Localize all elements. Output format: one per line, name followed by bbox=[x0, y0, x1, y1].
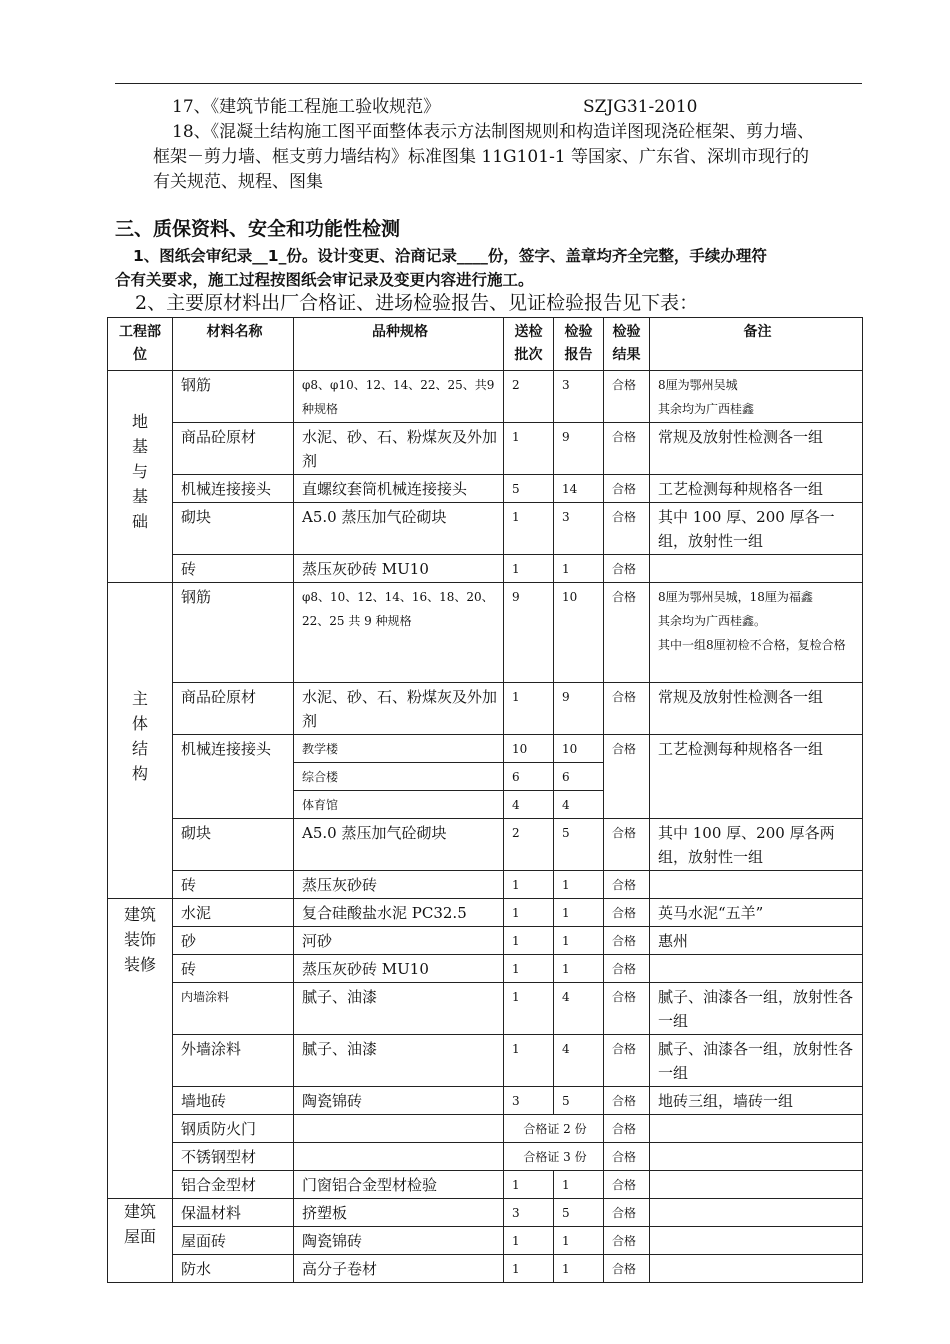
reports-cell: 5 bbox=[554, 1087, 604, 1115]
result-cell: 合格 bbox=[604, 955, 650, 983]
table-row bbox=[108, 983, 863, 1035]
spec-cell: φ8、φ10、12、14、22、25、共9种规格 bbox=[294, 371, 504, 423]
batches-cell: 1 bbox=[504, 1255, 554, 1283]
result-cell: 合格 bbox=[604, 683, 650, 735]
batches-cell: 4 bbox=[504, 791, 554, 819]
batches-cell: 6 bbox=[504, 763, 554, 791]
material-cell: 水泥 bbox=[173, 899, 294, 927]
table-row bbox=[108, 423, 863, 475]
spec-cell: 蒸压灰砂砖 MU10 bbox=[294, 555, 504, 583]
batches-cell: 1 bbox=[504, 555, 554, 583]
spec-cell: 体育馆 bbox=[294, 791, 504, 819]
remarks-cell: 8厘为鄂州吴城，18厘为福鑫 其余均为广西桂鑫。 其中一组8厘初检不合格，复检合格 bbox=[650, 583, 863, 683]
batches-cell: 10 bbox=[504, 735, 554, 763]
table-row bbox=[108, 1227, 863, 1255]
part-decoration: 建筑装饰装修 bbox=[123, 905, 156, 974]
remarks-cell: 地砖三组，墙砖一组 bbox=[650, 1087, 863, 1115]
ref-17: 17、《建筑节能工程施工验收规范》 bbox=[172, 97, 441, 117]
result-cell: 合格 bbox=[604, 503, 650, 555]
table-row bbox=[108, 955, 863, 983]
remarks-cell bbox=[650, 955, 863, 983]
remarks-cell: 惠州 bbox=[650, 927, 863, 955]
spec-cell: 复合硅酸盐水泥 PC32.5 bbox=[294, 899, 504, 927]
spec-cell: 蒸压灰砂砖 bbox=[294, 871, 504, 899]
part-main: 主体结构 bbox=[131, 689, 148, 783]
spec-cell bbox=[294, 1115, 504, 1143]
part-foundation: 地基与基础 bbox=[131, 412, 148, 531]
cert-cell: 合格证 3 份 bbox=[504, 1143, 604, 1171]
remarks-cell bbox=[650, 1171, 863, 1199]
material-cell: 砂 bbox=[173, 927, 294, 955]
table-row bbox=[108, 371, 863, 423]
remarks-cell bbox=[650, 871, 863, 899]
spec-cell: A5.0 蒸压加气砼砌块 bbox=[294, 819, 504, 871]
spec-cell: A5.0 蒸压加气砼砌块 bbox=[294, 503, 504, 555]
material-cell: 商品砼原材 bbox=[173, 683, 294, 735]
reports-cell: 9 bbox=[554, 423, 604, 475]
material-cell: 钢筋 bbox=[173, 583, 294, 683]
batches-cell: 1 bbox=[504, 983, 554, 1035]
header-part: 工程部 位 bbox=[108, 318, 173, 371]
material-cell: 内墙涂料 bbox=[173, 983, 294, 1035]
batches-cell: 9 bbox=[504, 583, 554, 683]
reports-cell: 3 bbox=[554, 371, 604, 423]
result-cell: 合格 bbox=[604, 1227, 650, 1255]
ref-18-line1: 18、《混凝土结构施工图平面整体表示方法制图规则和构造详图现浇砼框架、剪力墙、 bbox=[172, 122, 815, 142]
reports-cell: 4 bbox=[554, 791, 604, 819]
remarks-cell: 常规及放射性检测各一组 bbox=[650, 423, 863, 475]
material-cell: 钢筋 bbox=[173, 371, 294, 423]
batches-cell: 1 bbox=[504, 871, 554, 899]
batches-cell: 1 bbox=[504, 955, 554, 983]
result-cell: 合格 bbox=[604, 371, 650, 423]
reports-cell: 4 bbox=[554, 983, 604, 1035]
material-cell: 砖 bbox=[173, 555, 294, 583]
table-row bbox=[108, 555, 863, 583]
table-row bbox=[108, 503, 863, 555]
table-row bbox=[108, 683, 863, 735]
spec-cell: φ8、10、12、14、16、18、20、22、25 共 9 种规格 bbox=[294, 583, 504, 683]
spec-cell: 水泥、砂、石、粉煤灰及外加剂 bbox=[294, 683, 504, 735]
reports-cell: 14 bbox=[554, 475, 604, 503]
spec-cell bbox=[294, 1143, 504, 1171]
material-cell: 砖 bbox=[173, 955, 294, 983]
remarks-cell: 其中 100 厚、200 厚各两组，放射性一组 bbox=[650, 819, 863, 871]
result-cell: 合格 bbox=[604, 475, 650, 503]
remarks-cell: 工艺检测每种规格各一组 bbox=[650, 735, 863, 819]
reports-cell: 1 bbox=[554, 1171, 604, 1199]
table-row bbox=[108, 1199, 863, 1227]
remarks-cell bbox=[650, 555, 863, 583]
spec-cell: 教学楼 bbox=[294, 735, 504, 763]
material-cell: 防水 bbox=[173, 1255, 294, 1283]
result-cell: 合格 bbox=[604, 819, 650, 871]
table-row bbox=[108, 475, 863, 503]
material-cell: 钢质防火门 bbox=[173, 1115, 294, 1143]
batches-cell: 1 bbox=[504, 899, 554, 927]
table-row bbox=[108, 1255, 863, 1283]
result-cell: 合格 bbox=[604, 1087, 650, 1115]
result-cell: 合格 bbox=[604, 983, 650, 1035]
reports-cell: 1 bbox=[554, 927, 604, 955]
batches-cell: 3 bbox=[504, 1199, 554, 1227]
batches-cell: 2 bbox=[504, 819, 554, 871]
material-cell: 保温材料 bbox=[173, 1199, 294, 1227]
spec-cell: 陶瓷锦砖 bbox=[294, 1227, 504, 1255]
reports-cell: 1 bbox=[554, 1255, 604, 1283]
header-batches: 送检批次 bbox=[504, 318, 554, 371]
reports-cell: 5 bbox=[554, 1199, 604, 1227]
header-remarks: 备注 bbox=[650, 318, 863, 371]
result-cell: 合格 bbox=[604, 735, 650, 819]
material-cell: 砌块 bbox=[173, 503, 294, 555]
reports-cell: 10 bbox=[554, 583, 604, 683]
table-row bbox=[108, 927, 863, 955]
para2: 2、主要原材料出厂合格证、进场检验报告、见证检验报告见下表： bbox=[135, 292, 699, 314]
batches-cell: 5 bbox=[504, 475, 554, 503]
reports-cell: 1 bbox=[554, 871, 604, 899]
spec-cell: 河砂 bbox=[294, 927, 504, 955]
table-row bbox=[108, 735, 863, 763]
spec-cell: 综合楼 bbox=[294, 763, 504, 791]
spec-cell: 直螺纹套筒机械连接接头 bbox=[294, 475, 504, 503]
reports-cell: 3 bbox=[554, 503, 604, 555]
batches-cell: 1 bbox=[504, 683, 554, 735]
material-cell: 机械连接接头 bbox=[173, 475, 294, 503]
remarks-cell bbox=[650, 1255, 863, 1283]
reports-cell: 1 bbox=[554, 899, 604, 927]
material-cell: 铝合金型材 bbox=[173, 1171, 294, 1199]
material-cell: 商品砼原材 bbox=[173, 423, 294, 475]
materials-table bbox=[107, 317, 863, 1283]
result-cell: 合格 bbox=[604, 1035, 650, 1087]
header-rule bbox=[115, 83, 862, 84]
batches-cell: 1 bbox=[504, 1227, 554, 1255]
reports-cell: 10 bbox=[554, 735, 604, 763]
material-cell: 屋面砖 bbox=[173, 1227, 294, 1255]
batches-cell: 1 bbox=[504, 503, 554, 555]
material-cell: 不锈钢型材 bbox=[173, 1143, 294, 1171]
result-cell: 合格 bbox=[604, 583, 650, 683]
ref-17-code: SZJG31-2010 bbox=[583, 97, 698, 117]
material-cell: 外墙涂料 bbox=[173, 1035, 294, 1087]
reports-cell: 6 bbox=[554, 763, 604, 791]
reports-cell: 4 bbox=[554, 1035, 604, 1087]
spec-cell: 腻子、油漆 bbox=[294, 983, 504, 1035]
table-row bbox=[108, 583, 863, 683]
reports-cell: 1 bbox=[554, 555, 604, 583]
remarks-cell bbox=[650, 1227, 863, 1255]
reports-cell: 1 bbox=[554, 955, 604, 983]
result-cell: 合格 bbox=[604, 555, 650, 583]
para1-line2: 合有关要求，施工过程按图纸会审记录及变更内容进行施工。 bbox=[115, 271, 534, 289]
cert-cell: 合格证 2 份 bbox=[504, 1115, 604, 1143]
remarks-cell bbox=[650, 1199, 863, 1227]
spec-cell: 蒸压灰砂砖 MU10 bbox=[294, 955, 504, 983]
result-cell: 合格 bbox=[604, 1255, 650, 1283]
remarks-cell: 8厘为鄂州吴城 其余均为广西桂鑫 bbox=[650, 371, 863, 423]
table-row bbox=[108, 899, 863, 927]
result-cell: 合格 bbox=[604, 1115, 650, 1143]
material-cell: 墙地砖 bbox=[173, 1087, 294, 1115]
remarks-cell: 英马水泥“五羊” bbox=[650, 899, 863, 927]
para1-line1: 1、图纸会审纪录__1_份。设计变更、洽商记录____份，签字、盖章均齐全完整，手续办理符 bbox=[133, 247, 767, 265]
remarks-cell: 腻子、油漆各一组，放射性各一组 bbox=[650, 1035, 863, 1087]
material-cell: 砖 bbox=[173, 871, 294, 899]
result-cell: 合格 bbox=[604, 1199, 650, 1227]
header-material: 材料名称 bbox=[173, 318, 294, 371]
spec-cell: 挤塑板 bbox=[294, 1199, 504, 1227]
batches-cell: 2 bbox=[504, 371, 554, 423]
header-spec: 品种规格 bbox=[294, 318, 504, 371]
spec-cell: 高分子卷材 bbox=[294, 1255, 504, 1283]
batches-cell: 1 bbox=[504, 1171, 554, 1199]
spec-cell: 门窗铝合金型材检验 bbox=[294, 1171, 504, 1199]
table-row bbox=[108, 819, 863, 871]
reports-cell: 1 bbox=[554, 1227, 604, 1255]
table-row bbox=[108, 1087, 863, 1115]
result-cell: 合格 bbox=[604, 1143, 650, 1171]
reports-cell: 5 bbox=[554, 819, 604, 871]
result-cell: 合格 bbox=[604, 1171, 650, 1199]
batches-cell: 3 bbox=[504, 1087, 554, 1115]
result-cell: 合格 bbox=[604, 871, 650, 899]
remarks-cell bbox=[650, 1143, 863, 1171]
header-reports: 检验报告 bbox=[554, 318, 604, 371]
batches-cell: 1 bbox=[504, 1035, 554, 1087]
batches-cell: 1 bbox=[504, 423, 554, 475]
header-result: 检验结果 bbox=[604, 318, 650, 371]
table-row bbox=[108, 1171, 863, 1199]
material-cell: 砌块 bbox=[173, 819, 294, 871]
result-cell: 合格 bbox=[604, 423, 650, 475]
remarks-cell: 其中 100 厚、200 厚各一组，放射性一组 bbox=[650, 503, 863, 555]
table-row bbox=[108, 1035, 863, 1087]
spec-cell: 腻子、油漆 bbox=[294, 1035, 504, 1087]
spec-cell: 水泥、砂、石、粉煤灰及外加剂 bbox=[294, 423, 504, 475]
result-cell: 合格 bbox=[604, 899, 650, 927]
part-roof: 建筑屋面 bbox=[123, 1202, 156, 1246]
reports-cell: 9 bbox=[554, 683, 604, 735]
remarks-cell: 常规及放射性检测各一组 bbox=[650, 683, 863, 735]
remarks-cell: 工艺检测每种规格各一组 bbox=[650, 475, 863, 503]
ref-18-line2: 框架－剪力墙、框支剪力墙结构》标准图集 11G101-1 等国家、广东省、深圳市现行的 bbox=[153, 147, 810, 167]
batches-cell: 1 bbox=[504, 927, 554, 955]
material-cell: 机械连接接头 bbox=[173, 735, 294, 819]
remarks-cell: 腻子、油漆各一组，放射性各一组 bbox=[650, 983, 863, 1035]
spec-cell: 陶瓷锦砖 bbox=[294, 1087, 504, 1115]
table-row bbox=[108, 1143, 863, 1171]
table-row bbox=[108, 1115, 863, 1143]
remarks-cell bbox=[650, 1115, 863, 1143]
result-cell: 合格 bbox=[604, 927, 650, 955]
table-header-row bbox=[108, 318, 863, 371]
table-row bbox=[108, 871, 863, 899]
section-title: 三、质保资料、安全和功能性检测 bbox=[115, 218, 401, 240]
ref-18-line3: 有关规范、规程、图集 bbox=[153, 172, 323, 192]
